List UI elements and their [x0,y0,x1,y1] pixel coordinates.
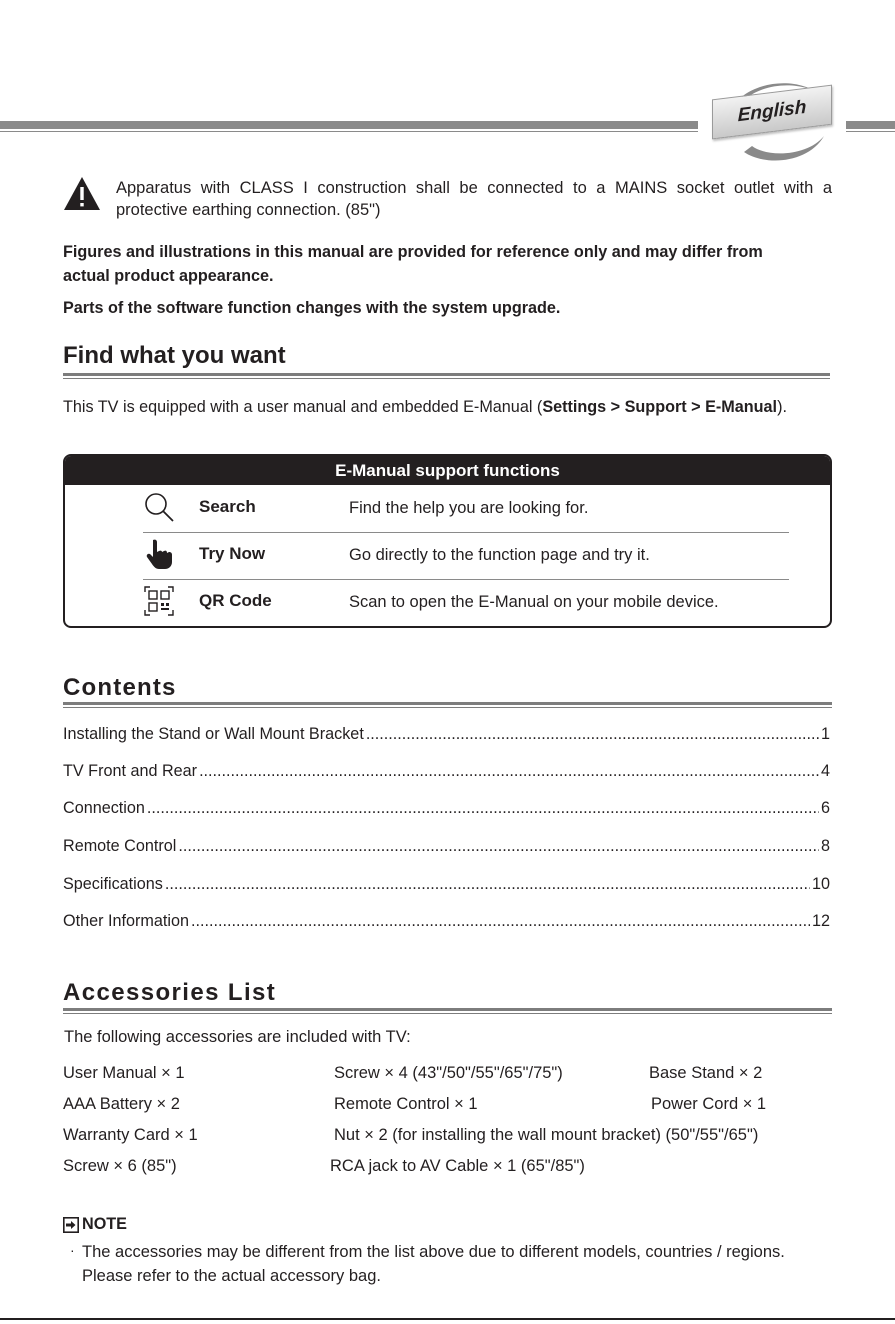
emanual-functions-box [63,454,832,628]
find-section-title: Find what you want [63,342,286,369]
disclaimer-figures: Figures and illustrations in this manual are provided for reference only and may differ from actual product appearance. [63,243,763,285]
function-row-try-now [143,532,789,580]
function-label-qr-code: QR Code [199,591,272,610]
note-title: NOTE [82,1215,127,1233]
header-rule-left-thin [0,131,698,132]
toc-entry-title: Installing the Stand or Wall Mount Bracket [63,725,364,743]
toc-entry[interactable] [63,762,830,784]
warning-icon [63,176,101,212]
toc-entry-page: 10 [811,875,830,893]
language-label: English [737,96,807,127]
toc-entry[interactable] [63,725,830,747]
accessory-item: Screw × 4 (43"/50"/55"/65"/75") [334,1064,563,1082]
intro-end: ). [777,398,787,416]
accessories-rule [63,1008,832,1011]
disclaimer-software: Parts of the software function changes with the system upgrade. [63,299,561,317]
toc-leader-dots [165,875,810,894]
toc-leader-dots [366,725,819,744]
toc-entry-title: Other Information [63,912,189,930]
warning-text: Apparatus with CLASS I construction shall be connected to a MAINS socket outlet with a protective earthing connection. (85") [116,179,832,219]
toc-entry-title: Connection [63,799,145,817]
emanual-box-title: E-Manual support functions [65,456,830,485]
header-rule-right-thin [846,131,895,132]
function-label-search: Search [199,497,256,516]
toc-entry-title: Remote Control [63,837,177,855]
note-bullet-icon: · [70,1242,75,1258]
accessory-item: Warranty Card × 1 [63,1126,198,1144]
toc-entry-page: 4 [820,762,830,780]
toc-entry-page: 8 [820,837,830,855]
qr-code-icon [143,585,175,617]
page-bottom-rule [0,1318,895,1320]
header-rule-right [846,121,895,129]
function-row-search [143,485,789,533]
toc-leader-dots [178,837,819,856]
toc-entry-page: 1 [820,725,830,743]
toc-leader-dots [147,799,819,818]
find-section-intro [63,395,833,420]
function-label-try-now: Try Now [199,544,266,563]
accessories-rule-thin [63,1013,832,1014]
accessory-item: Remote Control × 1 [334,1095,478,1113]
note-heading [63,1215,127,1234]
function-desc-try-now: Go directly to the function page and try it. [349,546,650,564]
contents-rule-thin [63,707,832,708]
find-section-rule-thin [63,378,830,379]
function-row-qr-code [143,579,789,626]
contents-rule [63,702,832,705]
intro-menu-path: Settings > Support > E-Manual [542,398,778,416]
function-desc-search: Find the help you are looking for. [349,499,589,517]
accessory-item: Nut × 2 (for installing the wall mount bracket) (50"/55"/65") [334,1126,759,1144]
accessory-item: Power Cord × 1 [651,1095,767,1113]
toc-entry-title: TV Front and Rear [63,762,198,780]
hand-pointer-icon [143,538,175,570]
toc-entry[interactable] [63,912,830,934]
find-section-rule [63,373,830,376]
toc-entry-page: 6 [820,799,830,817]
note-text: The accessories may be different from the list above due to different models, countries / regions. Please refer to the actual accessory bag. [82,1243,785,1285]
contents-title: Contents [63,674,177,701]
toc-entry[interactable] [63,837,830,859]
toc-leader-dots [199,762,819,781]
search-icon [143,491,175,523]
toc-entry-title: Specifications [63,875,163,893]
accessory-item: User Manual × 1 [63,1064,185,1082]
toc-entry[interactable] [63,799,830,821]
intro-text: This TV is equipped with a user manual and embedded E-Manual ( [63,398,543,416]
note-arrow-icon [63,1217,79,1233]
accessory-item: Screw × 6 (85") [63,1157,177,1175]
toc-entry[interactable] [63,875,830,897]
toc-entry-page: 12 [811,912,830,930]
accessory-item: AAA Battery × 2 [63,1095,180,1113]
toc-leader-dots [191,912,810,931]
function-desc-qr-code: Scan to open the E-Manual on your mobile device. [349,593,719,611]
accessories-title: Accessories List [63,979,277,1006]
accessory-item: RCA jack to AV Cable × 1 (65"/85") [330,1157,585,1175]
header-rule-left [0,121,698,129]
accessories-intro: The following accessories are included with TV: [64,1028,411,1046]
accessory-item: Base Stand × 2 [649,1064,763,1082]
